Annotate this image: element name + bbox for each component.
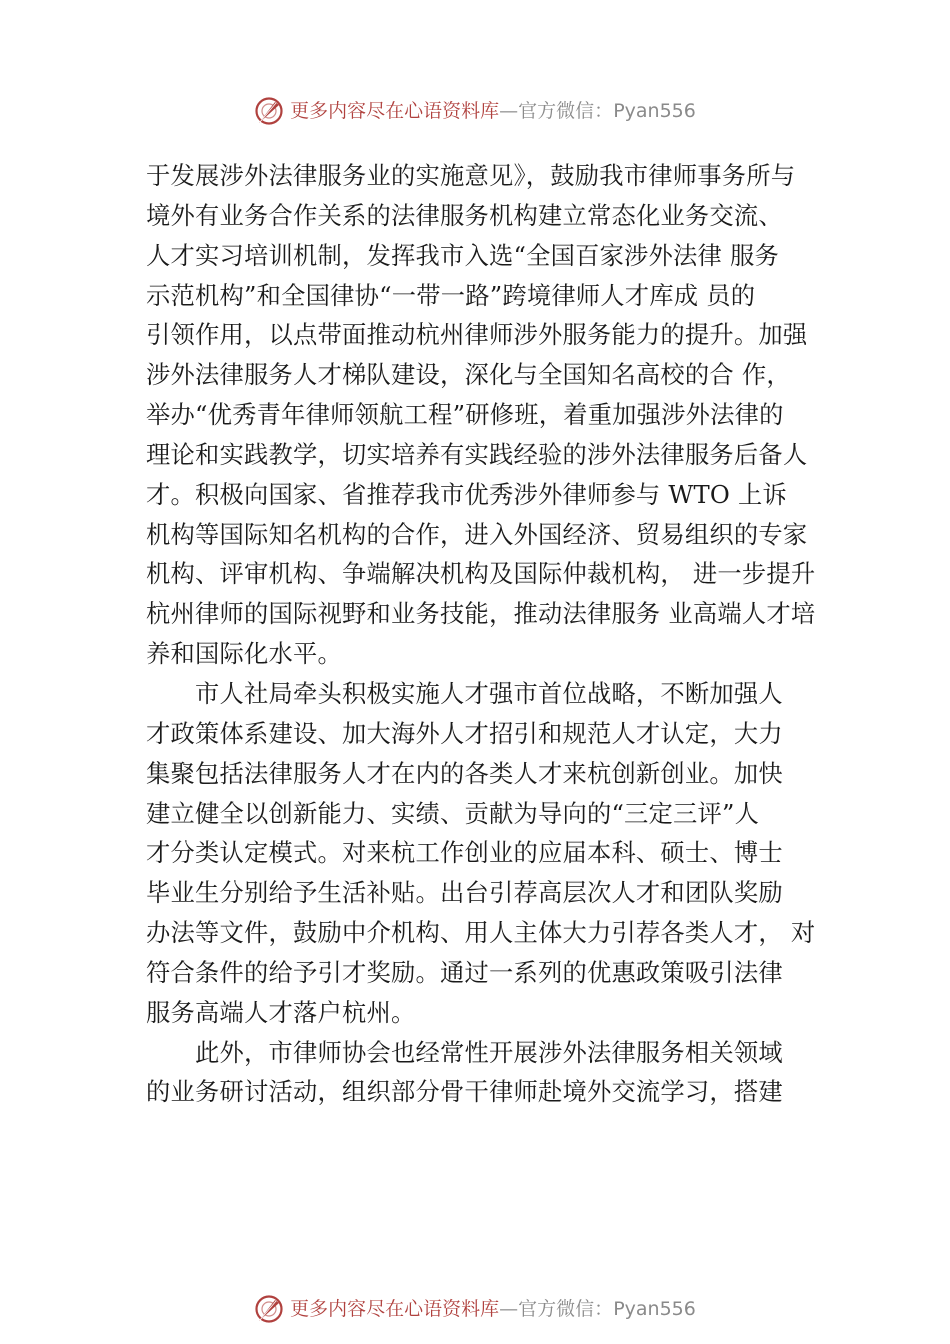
text-line: 于发展涉外法律服务业的实施意见》，鼓励我市律师事务所与 (146, 161, 796, 190)
quill-logo-icon (254, 1294, 284, 1324)
text-line: 机构等国际知名机构的合作，进入外国经济、贸易组织的专家 (146, 519, 808, 549)
text-line: 集聚包括法律服务人才在内的各类人才来杭创新创业。加快 (146, 758, 783, 788)
header-brand-text: 更多内容尽在心语资料库 (290, 100, 500, 122)
text-line: 符合条件的给予引才奖励。通过一系列的优惠政策吸引法律 (146, 957, 783, 987)
footer-wechat-id: Pyan556 (613, 1298, 696, 1320)
footer-banner (0, 1294, 950, 1324)
paragraph-2 (146, 674, 836, 1033)
paragraph-3 (146, 1033, 836, 1113)
text-line: 服务高端人才落户杭州。 (146, 997, 416, 1027)
footer-brand-text: 更多内容尽在心语资料库 (290, 1298, 500, 1320)
text-line: 才政策体系建设、加大海外人才招引和规范人才认定，大力 (146, 718, 783, 748)
text-line: 毕业生分别给予生活补贴。出台引荐高层次人才和团队奖励 (146, 878, 783, 908)
footer-dash: — (499, 1298, 519, 1320)
header-dash: — (499, 100, 519, 122)
text-line: 建立健全以创新能力、实绩、贡献为导向的“三定三评”人 (146, 798, 760, 828)
text-line: 理论和实践教学，切实培养有实践经验的涉外法律服务后备人 (146, 439, 808, 469)
text-line: 养和国际化水平。 (146, 639, 342, 669)
text-line: 才分类认定模式。对来杭工作创业的应届本科、硕士、博士 (146, 838, 783, 868)
document-body (146, 156, 836, 1112)
quill-logo-icon (254, 96, 284, 126)
text-line: 此外，市律师协会也经常性开展涉外法律服务相关领域 (146, 1037, 783, 1067)
paragraph-1 (146, 156, 836, 674)
text-line: 才。积极向国家、省推荐我市优秀涉外律师参与 WTO 上诉 (146, 479, 787, 509)
text-line: 境外有业务合作关系的法律服务机构建立常态化业务交流、 (146, 200, 783, 230)
text-line: 涉外法律服务人才梯队建设，深化与全国知名高校的合 作， (146, 360, 791, 390)
text-line: 引领作用，以点带面推动杭州律师涉外服务能力的提升。加强 (146, 320, 808, 350)
text-line: 举办“优秀青年律师领航工程”研修班，着重加强涉外法律的 (146, 400, 784, 430)
text-line: 人才实习培训机制，发挥我市入选“全国百家涉外法律 服务 (146, 240, 779, 270)
text-line: 杭州律师的国际视野和业务技能，推动法律服务 业高端人才培 (146, 599, 816, 629)
text-line: 机构、评审机构、争端解决机构及国际仲裁机构， 进一步提升 (146, 559, 816, 589)
footer-wechat-label: 官方微信： (518, 1298, 614, 1320)
text-line: 示范机构”和全国律协“一带一路”跨境律师人才库成 员的 (146, 280, 756, 310)
header-wechat-label: 官方微信： (518, 100, 614, 122)
header-banner (0, 96, 950, 126)
text-line: 办法等文件，鼓励中介机构、用人主体大力引荐各类人才， 对 (146, 918, 816, 948)
text-line: 市人社局牵头积极实施人才强市首位战略，不断加强人 (146, 678, 783, 708)
header-wechat-id: Pyan556 (613, 100, 696, 122)
text-line: 的业务研讨活动，组织部分骨干律师赴境外交流学习，搭建 (146, 1077, 783, 1107)
